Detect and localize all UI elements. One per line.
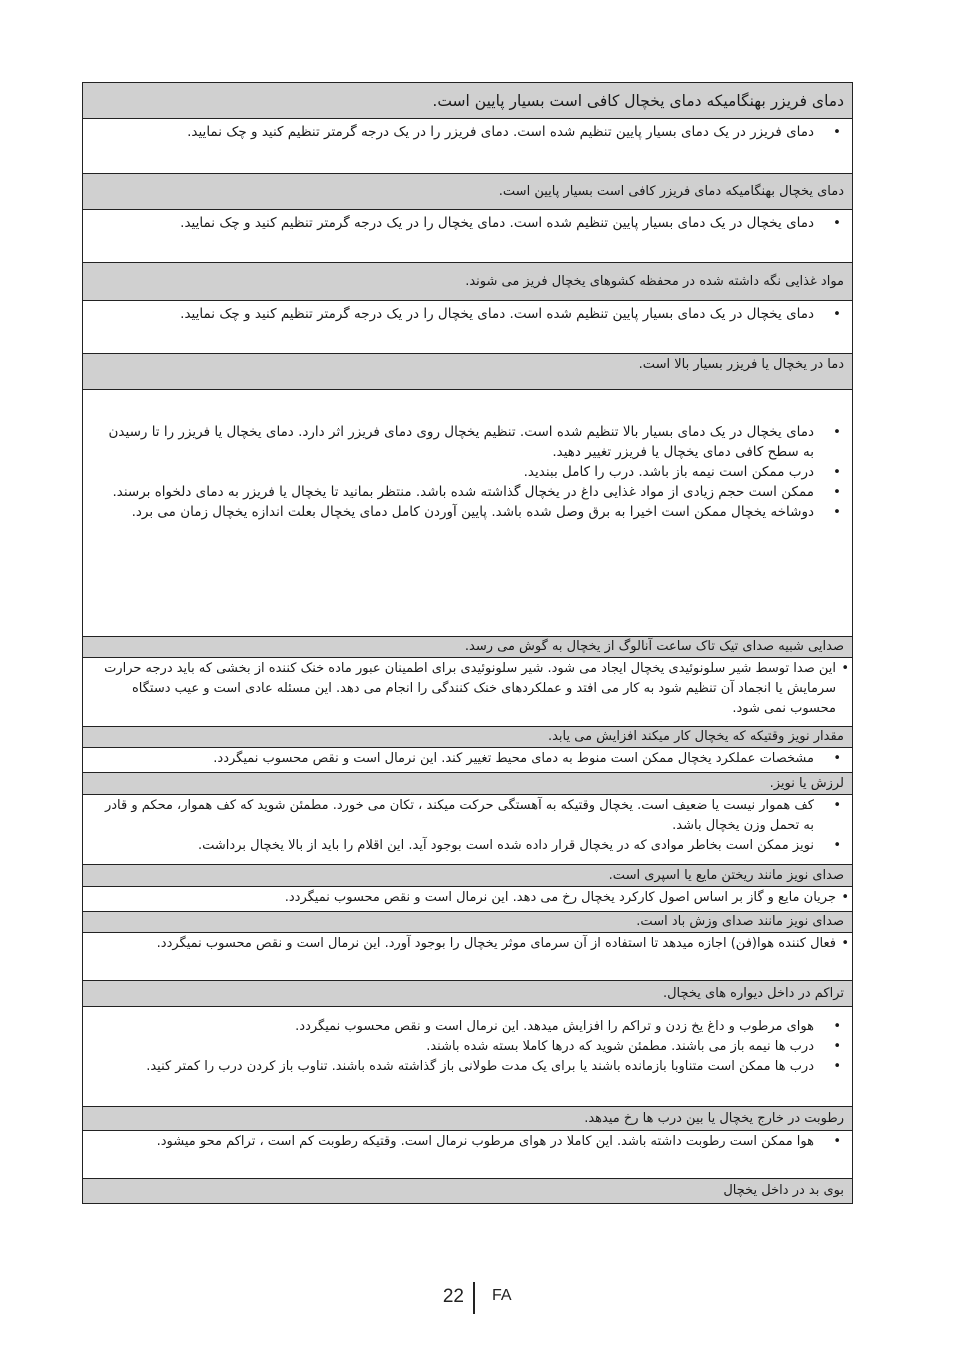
list-item: • دمای یخچال در یک دمای بسیار پایین تنظیم شده است. دمای یخچال را در یک درجه گرمتر تنظیم کنید و چک نمایید. [103, 213, 844, 233]
list-item: • درب ها ممکن است متناوبا بازمانده باشند یا برای یک مدت طولانی باز گذاشته شده باشند. تناوب باز کردن درب را کمتر کنید. [103, 1057, 844, 1077]
list-item: • جریان مایع و گاز بر اساس اصول کارکرد یخچال رخ می دهد. این نرمال است و نقص محسوب نمیگردد. [103, 888, 844, 908]
section-header [83, 1179, 852, 1203]
section-title: دمای یخچال بهنگامیکه دمای فریزر کافی است بسیار پایین است. [498, 183, 844, 199]
section-body [83, 795, 852, 865]
section-body [83, 658, 852, 727]
section-header [83, 1107, 852, 1131]
list-item: • نویز ممکن است بخاطر موادی که در یخچال قرار داده شده است بوجود آید. این اقلام را باید از بالا یخچال برداشت. [103, 836, 844, 856]
section-body [83, 210, 852, 263]
section-title: تراکم در داخل دیواره های یخچال. [662, 985, 844, 1001]
section-header [83, 865, 852, 887]
list-item: • دمای فریزر در یک دمای بسیار پایین تنظیم شده است. دمای فریزر را در یک درجه گرمتر تنظیم کنید و چک نمایید. [103, 122, 844, 142]
page-footer [0, 1282, 954, 1314]
list-item: • فعال کننده هوا(فن) اجازه میدهد تا استفاده از آن سرمای موثر یخچال را بوجود آورد. این نرمال است و نقص محسوب نمیگردد. [103, 934, 844, 954]
troubleshooting-table [82, 82, 853, 1204]
section-header [83, 83, 852, 119]
language-code: FA [492, 1287, 512, 1304]
section-title: صدایی شبیه صدای تیک تاک ساعت آنالوگ از یخچال به گوش می رسد. [464, 639, 844, 654]
section-body [83, 933, 852, 981]
list-item: • ممکن است حجم زیادی از مواد غذایی داغ در یخچال گذاشته شده باشد. منتظر بمانید تا یخچال یا فریزر به دمای دلخواه برسند. [103, 482, 844, 502]
section-header [83, 981, 852, 1007]
section-title: صدای نویز مانند صدای وزش باد است. [636, 914, 844, 929]
list-item: • این صدا توسط شیر سلونوئیدی یخچال ایجاد می شود. شیر سلونوئیدی برای اطمینان عبور ماده خنک کننده از بخشی که باید درجه حرارت سرمایش یا انجماد آن تنظیم شود به کار می افتد و عملکردهای خنک کنندگی را انجام می دهد. این مسئله عادی است و عیب دستگاه محسوب نمی شود. [103, 659, 844, 719]
section-title: دمای فریزر بهنگامیکه دمای یخچال کافی است بسیار پایین است. [432, 91, 844, 110]
section-header [83, 263, 852, 301]
section-header [83, 912, 852, 933]
list-item: • دمای یخچال در یک دمای بسیار بالا تنظیم شده است. تنظیم یخچال روی دمای فریزر اثر دارد. دمای یخچال یا فریزر را تا رسیدن به سطح کافی دمای یخچال یا فریزر تغییر دهید. [103, 422, 844, 462]
section-body [83, 1007, 852, 1107]
list-item: • درب ممکن است نیمه باز باشد. درب را کامل ببندید. [103, 462, 844, 482]
section-header [83, 354, 852, 390]
list-item: • درب ها نیمه باز می باشند. مطمئن شوید که درها کاملا بسته شده باشند. [103, 1037, 844, 1057]
footer-divider [473, 1282, 475, 1314]
section-title: مقدار نویز وقتیکه که یخچال کار میکند افزایش می یابد. [547, 729, 844, 744]
section-body [83, 748, 852, 773]
list-item: • دوشاخه یخچال ممکن است اخیرا به برق وصل شده باشد. پایین آوردن کامل دمای یخچال بعلت اندازه یخچال زمان می برد. [103, 502, 844, 522]
section-title: بوی بد در داخل یخچال [723, 1183, 844, 1198]
list-item: • مشخصات عملکرد یخچال ممکن است منوط به دمای محیط تغییر کند. این نرمال است و نقص محسوب نمیگردد. [103, 749, 844, 769]
section-title: لرزش یا نویز. [769, 775, 844, 791]
section-title: دما در یخچال یا فریزر بسیار بالا است. [638, 357, 844, 372]
section-header [83, 174, 852, 210]
section-body [83, 301, 852, 354]
section-title: مواد غذایی نگه داشته شده در محفظه کشوهای یخچال فریز می شوند. [465, 273, 844, 289]
list-item: • دمای یخچال در یک دمای بسیار پایین تنظیم شده است. دمای یخچال را در یک درجه گرمتر تنظیم کنید و چک نمایید. [103, 304, 844, 324]
section-header [83, 773, 852, 795]
section-header [83, 637, 852, 658]
section-title: رطوبت در خارج یخچال یا بین درب ها رخ میدهد. [584, 1110, 844, 1126]
page-number: 22 [442, 1286, 464, 1307]
section-body [83, 119, 852, 174]
section-body [83, 887, 852, 912]
section-body [83, 1131, 852, 1179]
list-item: • هوای مرطوب و داغ یخ زدن و تراکم را افزایش میدهد. این نرمال است و نقص محسوب نمیگردد. [103, 1017, 844, 1037]
section-body [83, 390, 852, 637]
list-item: • هوا ممکن است رطوبت داشته باشد. این کاملا در هوای مرطوب نرمال است. وقتیکه رطوبت کم است ، تراکم محو میشود. [103, 1132, 844, 1152]
section-title: صدای نویز مانند ریختن مایع یا اسپری است. [608, 867, 844, 883]
list-item: • کف هموار نیست یا ضعیف است. یخچال وقتیکه به آهستگی حرکت میکند ، تکان می خورد. مطمئن شوید که کف هموار، محکم و قادر به تحمل وزن یخچال باشد. [103, 796, 844, 836]
section-header [83, 727, 852, 748]
